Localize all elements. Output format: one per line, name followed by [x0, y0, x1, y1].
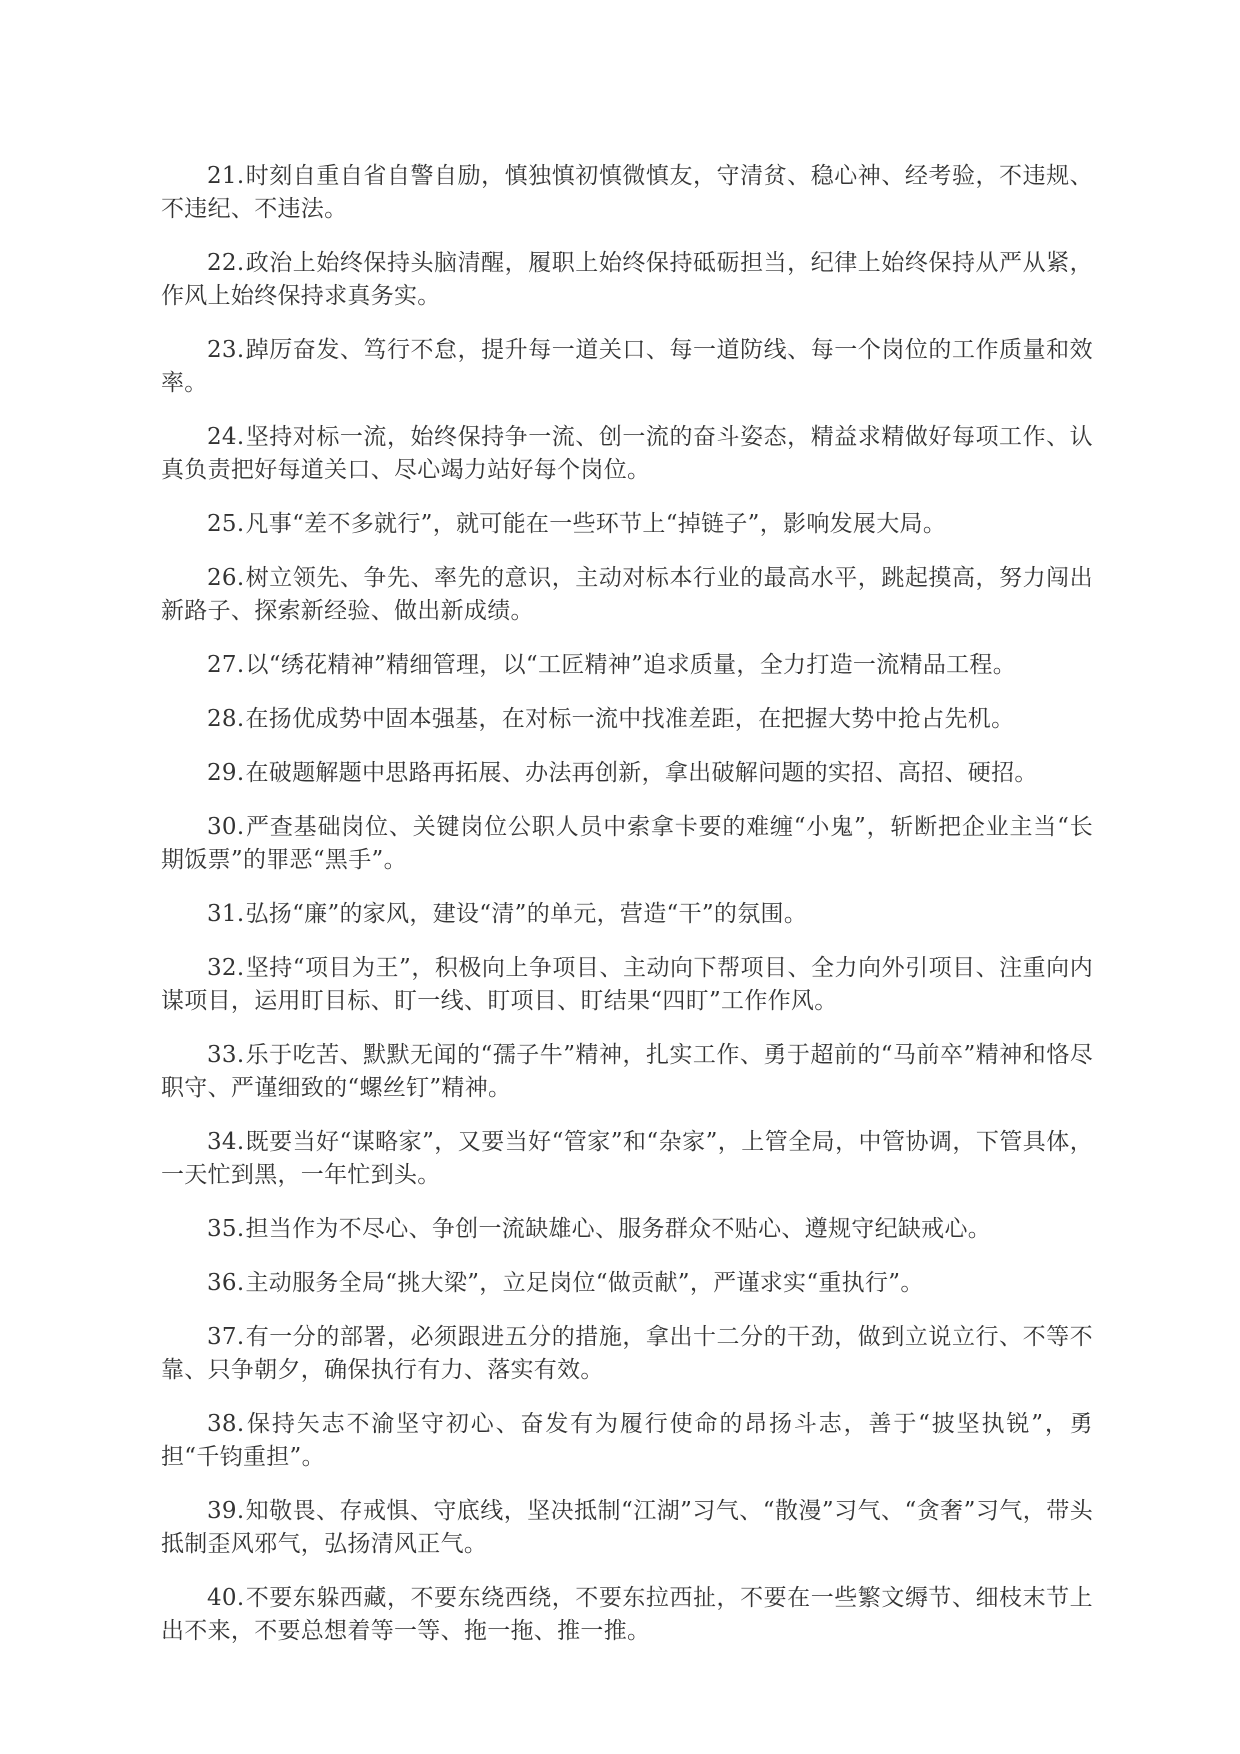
paragraph-text: 凡事“差不多就行”，就可能在一些环节上“掉链子”，影响发展大局。 — [245, 511, 947, 537]
paragraph-32 — [161, 952, 1093, 1018]
paragraph-text: 踔厉奋发、笃行不怠，提升每一道关口、每一道防线、每一个岗位的工作质量和效率。 — [161, 337, 1093, 396]
paragraph-38 — [161, 1408, 1093, 1474]
paragraph-text: 弘扬“廉”的家风，建设“清”的单元，营造“干”的氛围。 — [245, 901, 808, 927]
paragraph-29 — [161, 757, 1093, 790]
paragraph-text: 坚持“项目为王”，积极向上争项目、主动向下帮项目、全力向外引项目、注重向内谋项目，运用盯目标、盯一线、盯项目、盯结果“四盯”工作作风。 — [161, 955, 1093, 1014]
paragraph-37 — [161, 1321, 1093, 1387]
paragraph-number: 30. — [207, 814, 245, 840]
paragraph-text: 时刻自重自省自警自励，慎独慎初慎微慎友，守清贫、稳心神、经考验，不违规、不违纪、不违法。 — [161, 163, 1093, 222]
paragraph-text: 树立领先、争先、率先的意识，主动对标本行业的最高水平，跳起摸高，努力闯出新路子、探索新经验、做出新成绩。 — [161, 565, 1093, 624]
paragraph-24 — [161, 421, 1093, 487]
paragraph-number: 21. — [207, 163, 245, 189]
paragraph-text: 担当作为不尽心、争创一流缺雄心、服务群众不贴心、遵规守纪缺戒心。 — [245, 1216, 992, 1242]
paragraph-text: 不要东躲西藏，不要东绕西绕，不要东拉西扯，不要在一些繁文缛节、细枝末节上出不来，不要总想着等一等、拖一拖、推一推。 — [161, 1585, 1093, 1644]
paragraph-text: 政治上始终保持头脑清醒，履职上始终保持砥砺担当，纪律上始终保持从严从紧，作风上始终保持求真务实。 — [161, 250, 1093, 309]
paragraph-number: 28. — [207, 706, 245, 732]
document-body — [161, 160, 1093, 1669]
paragraph-text: 保持矢志不渝坚守初心、奋发有为履行使命的昂扬斗志，善于“披坚执锐”，勇担“千钧重担”。 — [161, 1411, 1093, 1470]
paragraph-number: 38. — [207, 1411, 245, 1437]
paragraph-26 — [161, 562, 1093, 628]
paragraph-number: 29. — [207, 760, 245, 786]
paragraph-39 — [161, 1495, 1093, 1561]
paragraph-number: 25. — [207, 511, 245, 537]
paragraph-text: 在扬优成势中固本强基，在对标一流中找准差距，在把握大势中抢占先机。 — [245, 706, 1015, 732]
paragraph-text: 主动服务全局“挑大梁”，立足岗位“做贡献”，严谨求实“重执行”。 — [245, 1270, 924, 1296]
paragraph-number: 26. — [207, 565, 245, 591]
paragraph-36 — [161, 1267, 1093, 1300]
paragraph-text: 在破题解题中思路再拓展、办法再创新，拿出破解问题的实招、高招、硬招。 — [245, 760, 1038, 786]
paragraph-number: 40. — [207, 1585, 245, 1611]
paragraph-21 — [161, 160, 1093, 226]
paragraph-number: 23. — [207, 337, 245, 363]
paragraph-number: 27. — [207, 652, 245, 678]
paragraph-25 — [161, 508, 1093, 541]
paragraph-40 — [161, 1582, 1093, 1648]
paragraph-text: 乐于吃苦、默默无闻的“孺子牛”精神，扎实工作、勇于超前的“马前卒”精神和恪尽职守、严谨细致的“螺丝钉”精神。 — [161, 1042, 1093, 1101]
paragraph-text: 坚持对标一流，始终保持争一流、创一流的奋斗姿态，精益求精做好每项工作、认真负责把好每道关口、尽心竭力站好每个岗位。 — [161, 424, 1093, 483]
paragraph-28 — [161, 703, 1093, 736]
paragraph-35 — [161, 1213, 1093, 1246]
paragraph-text: 以“绣花精神”精细管理，以“工匠精神”追求质量，全力打造一流精品工程。 — [245, 652, 1017, 678]
paragraph-text: 既要当好“谋略家”，又要当好“管家”和“杂家”，上管全局，中管协调，下管具体，一天忙到黑，一年忙到头。 — [161, 1129, 1093, 1188]
paragraph-27 — [161, 649, 1093, 682]
paragraph-text: 有一分的部署，必须跟进五分的措施，拿出十二分的干劲，做到立说立行、不等不靠、只争朝夕，确保执行有力、落实有效。 — [161, 1324, 1093, 1383]
paragraph-number: 37. — [207, 1324, 245, 1350]
paragraph-number: 33. — [207, 1042, 245, 1068]
paragraph-number: 39. — [207, 1498, 245, 1524]
paragraph-text: 严查基础岗位、关键岗位公职人员中索拿卡要的难缠“小鬼”，斩断把企业主当“长期饭票”的罪恶“黑手”。 — [161, 814, 1093, 873]
paragraph-34 — [161, 1126, 1093, 1192]
paragraph-number: 22. — [207, 250, 245, 276]
paragraph-number: 31. — [207, 901, 245, 927]
paragraph-number: 24. — [207, 424, 245, 450]
paragraph-22 — [161, 247, 1093, 313]
paragraph-number: 32. — [207, 955, 245, 981]
paragraph-number: 34. — [207, 1129, 245, 1155]
paragraph-number: 36. — [207, 1270, 245, 1296]
paragraph-text: 知敬畏、存戒惧、守底线，坚决抵制“江湖”习气、“散漫”习气、“贪奢”习气，带头抵制歪风邪气，弘扬清风正气。 — [161, 1498, 1093, 1557]
paragraph-31 — [161, 898, 1093, 931]
paragraph-23 — [161, 334, 1093, 400]
paragraph-30 — [161, 811, 1093, 877]
paragraph-33 — [161, 1039, 1093, 1105]
paragraph-number: 35. — [207, 1216, 245, 1242]
